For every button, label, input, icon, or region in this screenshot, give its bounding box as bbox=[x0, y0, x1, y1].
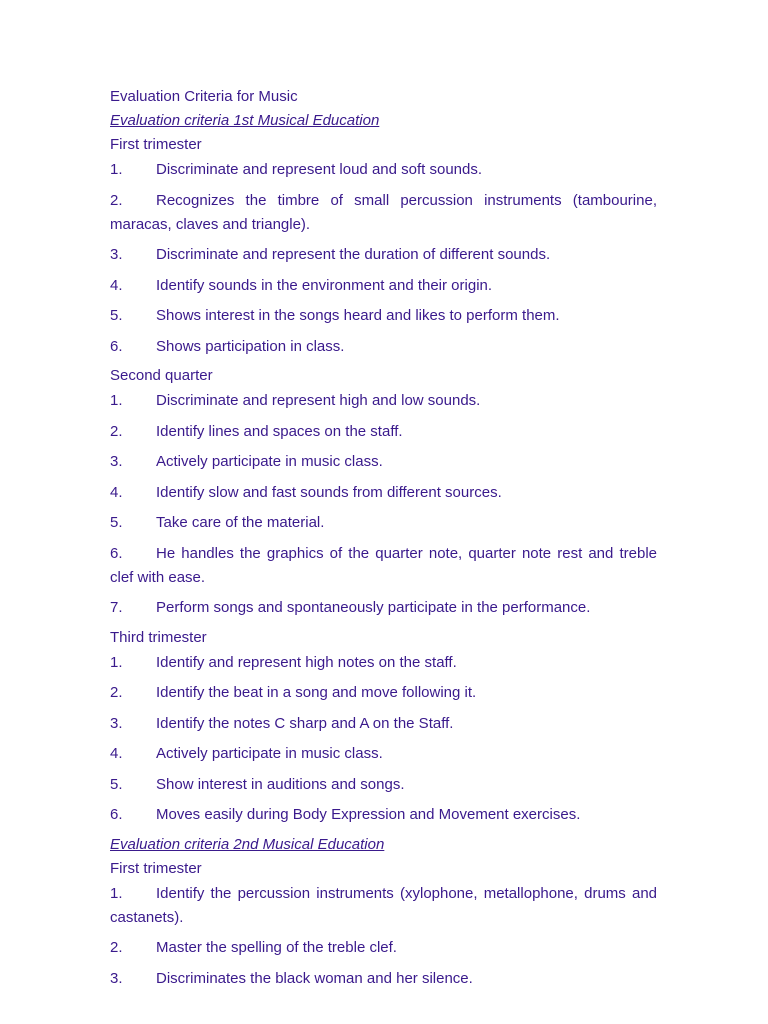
list-item bbox=[110, 882, 657, 930]
item-number: 2. bbox=[110, 422, 123, 440]
list-item bbox=[110, 511, 657, 535]
item-text: Perform songs and spontaneously participate in the performance. bbox=[156, 599, 591, 616]
list-item bbox=[110, 542, 657, 590]
document-title: Evaluation Criteria for Music bbox=[110, 88, 298, 105]
item-number: 4. bbox=[110, 745, 123, 762]
period-label: Second quarter bbox=[110, 367, 213, 384]
item-number: 6. bbox=[110, 337, 123, 355]
item-text: Identify and represent high notes on the staff. bbox=[156, 653, 457, 671]
item-number: 2. bbox=[110, 684, 123, 701]
list-item bbox=[110, 773, 657, 797]
item-number: 7. bbox=[110, 599, 123, 616]
list-item bbox=[110, 243, 657, 267]
item-number: 6. bbox=[110, 544, 123, 562]
item-text: Take care of the material. bbox=[156, 514, 325, 531]
period-label: First trimester bbox=[110, 859, 202, 877]
item-text: Identify sounds in the environment and their origin. bbox=[156, 276, 493, 294]
item-number: 2. bbox=[110, 939, 123, 956]
item-number: 6. bbox=[110, 806, 123, 823]
item-number: 4. bbox=[110, 276, 123, 294]
item-number: 5. bbox=[110, 514, 123, 531]
item-text: Shows interest in the songs heard and likes to perform them. bbox=[156, 307, 560, 324]
item-text: Shows participation in class. bbox=[156, 337, 345, 355]
list-item bbox=[110, 304, 657, 328]
item-number: 1. bbox=[110, 653, 123, 671]
item-text: Actively participate in music class. bbox=[156, 453, 383, 470]
item-text: Discriminate and represent the duration of different sounds. bbox=[156, 246, 551, 263]
item-text: Identify lines and spaces on the staff. bbox=[156, 422, 403, 440]
item-text: Discriminate and represent high and low sounds. bbox=[156, 392, 481, 409]
item-text: Discriminate and represent loud and soft sounds. bbox=[156, 161, 483, 178]
list-item bbox=[110, 335, 657, 359]
item-number: 5. bbox=[110, 775, 123, 793]
list-item bbox=[110, 450, 657, 474]
item-text: Moves easily during Body Expression and Movement exercises. bbox=[156, 806, 581, 823]
period-label: Third trimester bbox=[110, 628, 207, 646]
list-item bbox=[110, 420, 657, 444]
list-item bbox=[110, 189, 657, 237]
item-text: Recognizes the timbre of small percussion instruments (tambourine, maracas, claves and triangle). bbox=[110, 191, 657, 233]
item-text: Discriminates the black woman and her silence. bbox=[156, 969, 473, 987]
list-item bbox=[110, 967, 657, 991]
section-heading: Evaluation criteria 2nd Musical Education bbox=[110, 835, 385, 853]
item-number: 3. bbox=[110, 969, 123, 987]
list-item bbox=[110, 274, 657, 298]
document-page bbox=[110, 86, 657, 997]
list-item bbox=[110, 158, 657, 182]
item-text: Identify the percussion instruments (xylophone, metallophone, drums and castanets). bbox=[110, 884, 657, 926]
item-text: Show interest in auditions and songs. bbox=[156, 775, 405, 793]
list-item bbox=[110, 651, 657, 675]
list-item bbox=[110, 389, 657, 413]
item-text: He handles the graphics of the quarter note, quarter note rest and treble clef with ease. bbox=[110, 544, 657, 586]
list-item bbox=[110, 936, 657, 960]
item-number: 2. bbox=[110, 191, 123, 209]
item-number: 4. bbox=[110, 483, 123, 501]
item-text: Identify the notes C sharp and A on the Staff. bbox=[156, 714, 454, 732]
item-number: 5. bbox=[110, 307, 123, 324]
list-item bbox=[110, 742, 657, 766]
item-text: Identify slow and fast sounds from different sources. bbox=[156, 483, 502, 501]
item-text: Master the spelling of the treble clef. bbox=[156, 939, 397, 956]
list-item bbox=[110, 803, 657, 827]
item-number: 1. bbox=[110, 392, 123, 409]
item-number: 1. bbox=[110, 884, 123, 902]
item-number: 3. bbox=[110, 453, 123, 470]
item-number: 3. bbox=[110, 714, 123, 732]
period-label: First trimester bbox=[110, 136, 202, 153]
item-number: 1. bbox=[110, 161, 123, 178]
section-heading: Evaluation criteria 1st Musical Education bbox=[110, 112, 380, 129]
item-number: 3. bbox=[110, 246, 123, 263]
item-text: Actively participate in music class. bbox=[156, 745, 383, 762]
list-item bbox=[110, 712, 657, 736]
list-item bbox=[110, 481, 657, 505]
list-item bbox=[110, 596, 657, 620]
item-text: Identify the beat in a song and move following it. bbox=[156, 684, 477, 701]
list-item bbox=[110, 681, 657, 705]
